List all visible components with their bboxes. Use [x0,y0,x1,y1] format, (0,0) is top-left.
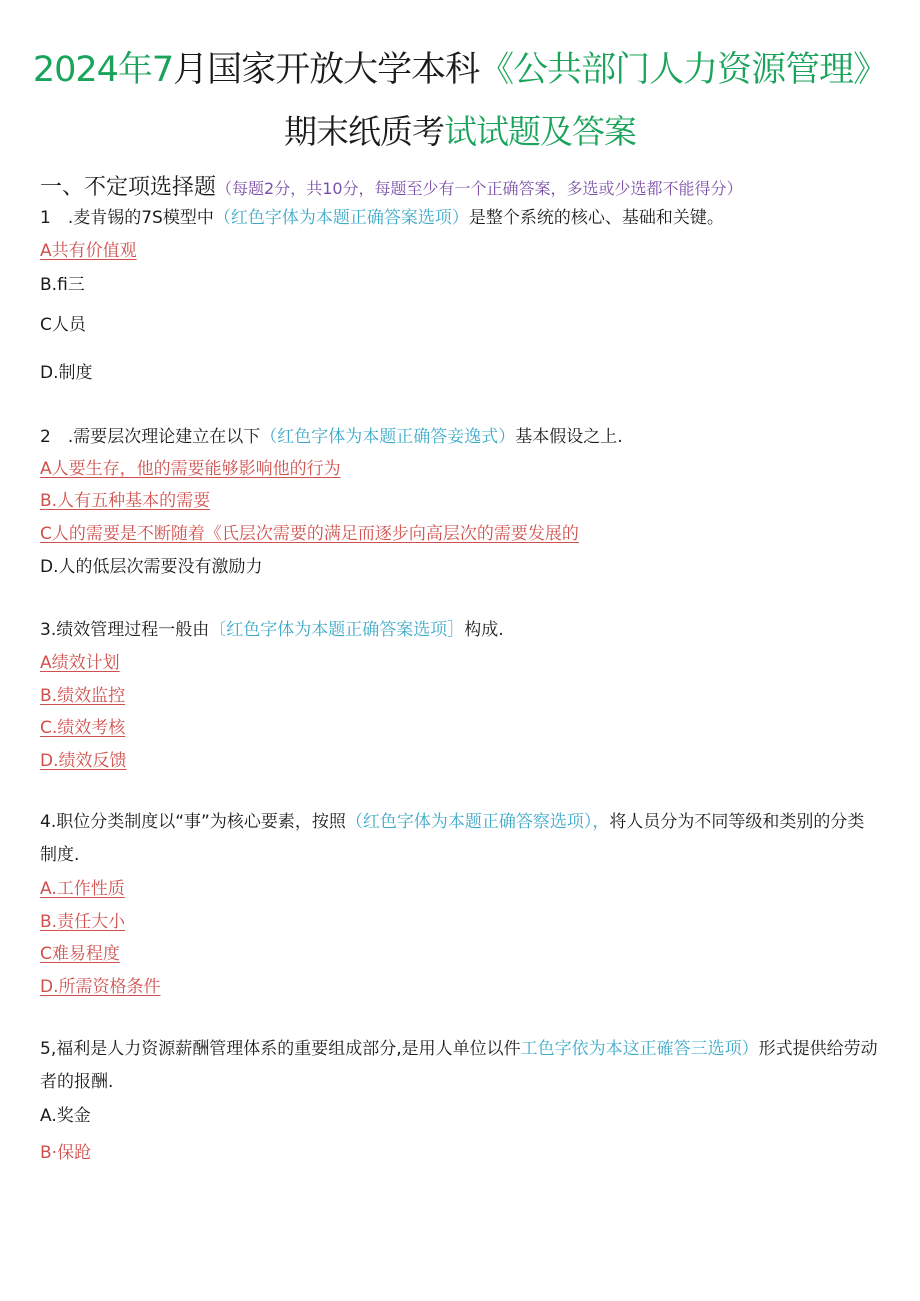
question-text: 1 .麦肯锡的7S模型中 [40,208,214,228]
option-3b: B.绩效监控 [40,686,126,706]
option-3c: C.绩效考核 [40,718,126,738]
question-text-end: 将人员分为不同等级和类别的分类制度. [40,812,865,865]
document-title-line2 [0,110,920,154]
question-text: 5,福利是人力资源薪酬管理体系的重要组成部分,是用人单位以件 [40,1039,521,1059]
question-1 [40,205,724,231]
section-heading [40,170,743,201]
question-text: 2 .需要层次理论建立在以下 [40,427,261,447]
title-school: 月国家开放大学本科 [173,50,480,90]
option-1c: C人员 [40,315,86,335]
question-text-end: 构成. [464,620,504,640]
option-1a: A共有价值观 [40,241,137,261]
option-4d: D.所需资格条件 [40,977,161,997]
question-4 [40,806,880,872]
answer-hint: 〔红色字体为本题正确答案选项］ [209,620,465,640]
section-note: （每题2分，共10分，每题至少有一个正确答案，多选或少选都不能得分） [216,179,743,198]
option-3a: A绩效计划 [40,653,120,673]
option-2a: A人要生存，他的需要能够影响他的行为 [40,459,341,479]
document-title-line1 [0,48,920,92]
answer-hint: （红色字体为本题正确答妾逸式） [260,427,516,447]
question-text-end: 形式提供给劳动者的报酬. [40,1039,878,1092]
option-2d: D.人的低层次需要没有激励力 [40,557,263,577]
title-year: 2024年7 [32,50,174,90]
section-title: 一、不定项选择题 [40,175,217,200]
title-course: 《公共部门人力资源管理》 [479,50,888,90]
option-3d: D.绩效反馈 [40,751,127,771]
option-2c: C人的需要是不断随着《氏层次需要的满足而逐步向高层次的需要发展的 [40,524,579,544]
question-3 [40,617,504,643]
answer-hint: （红色字体为本题正确答察选项）， [345,812,610,832]
answer-hint: （红色字体为本题正确答案选项） [213,208,469,228]
option-5a: A.奖金 [40,1106,91,1126]
question-text-end: 基本假设之上. [515,427,623,447]
option-4a: A.工作性质 [40,879,125,899]
answer-hint: 工色字依为本这正確答三选项） [520,1039,759,1059]
question-text-end: 是整个系统的核心、基础和关键。 [468,208,724,228]
option-4c: C难易程度 [40,944,120,964]
option-1d: D.制度 [40,363,93,383]
question-text: 4.职位分类制度以“事”为核心要素，按照 [40,812,346,832]
title-exam-type: 期末纸质考 [284,112,444,151]
question-text: 3.绩效管理过程一般由 [40,620,210,640]
option-2b: B.人有五种基本的需要 [40,491,211,511]
option-1b: B.fi三 [40,275,85,295]
title-exam-suffix: 试试题及答案 [444,112,636,151]
question-5 [40,1033,880,1099]
option-5b: B·保跄 [40,1143,92,1163]
option-4b: B.责任大小 [40,912,126,932]
question-2 [40,424,623,450]
